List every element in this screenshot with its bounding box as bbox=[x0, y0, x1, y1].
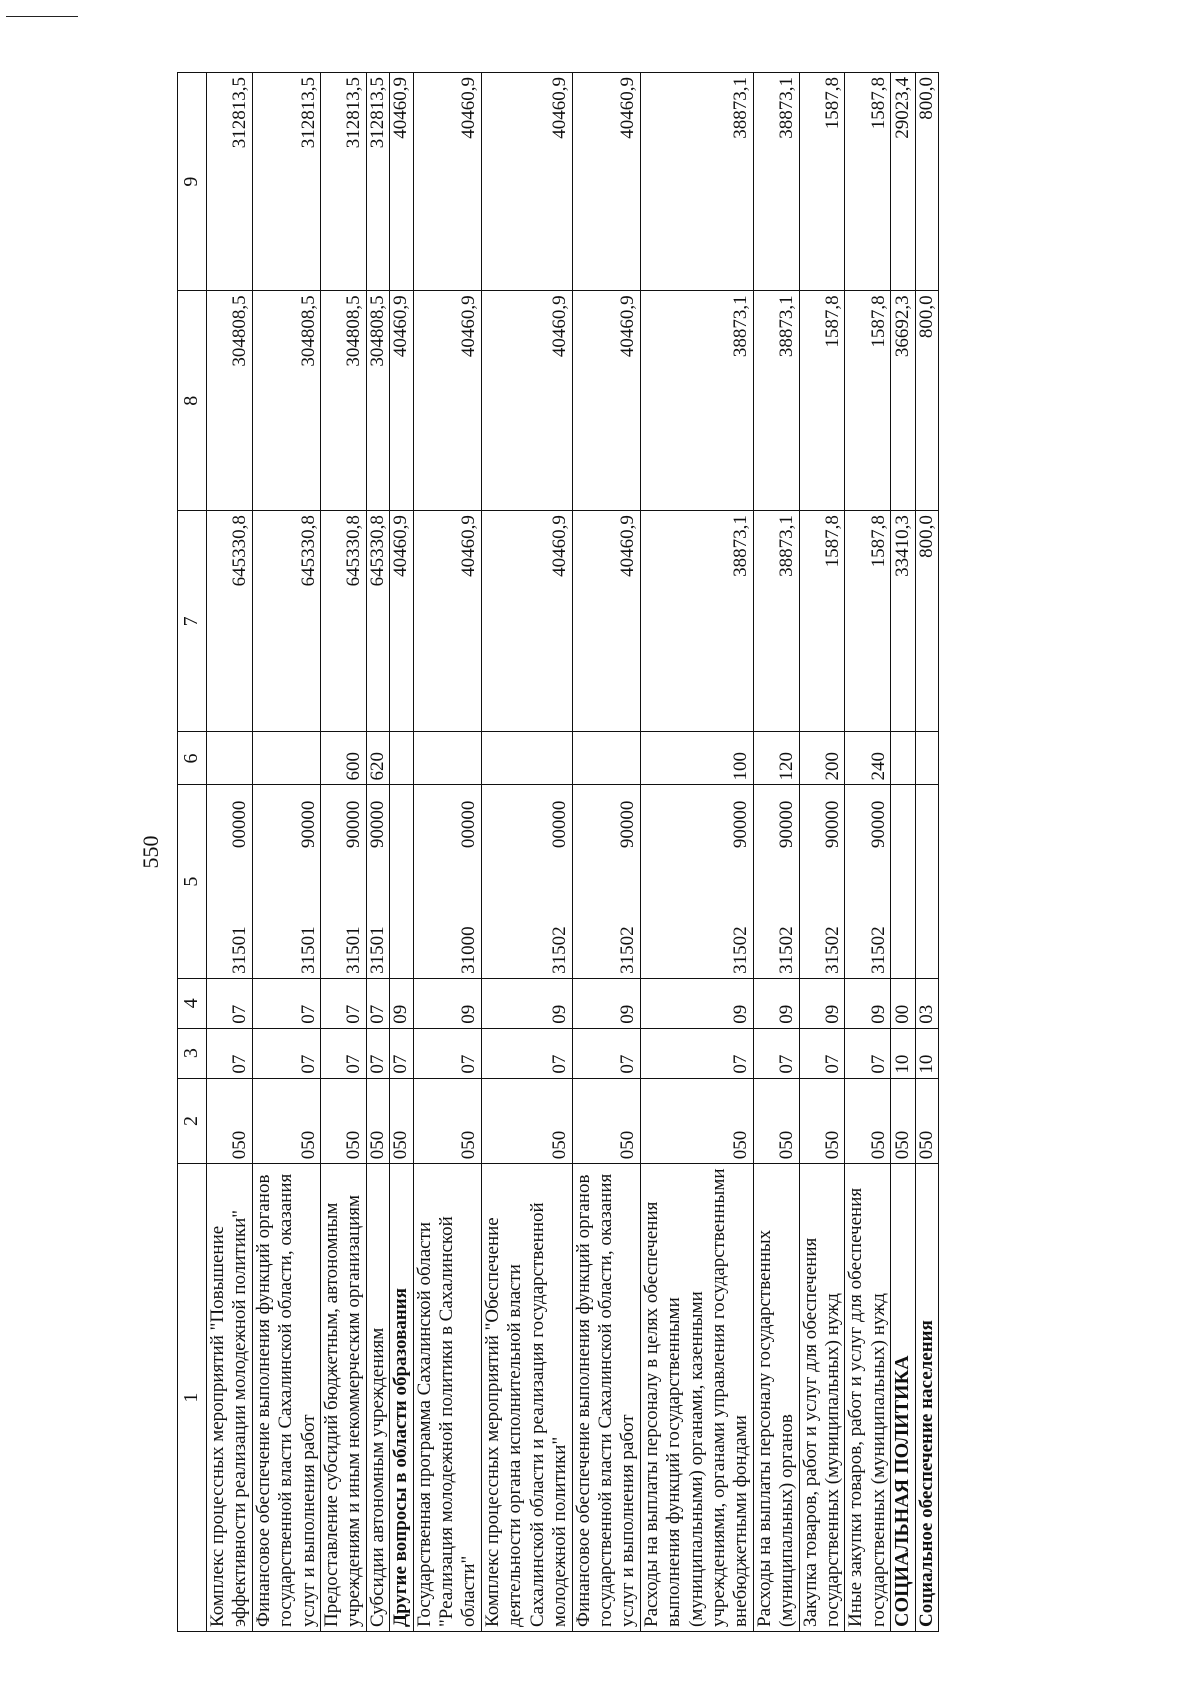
item-name: Расходы на выплаты персоналу государственных (муниципальных) органов bbox=[753, 1164, 799, 1632]
amount-col7: 1587,8 bbox=[799, 511, 845, 732]
amount-col7: 645330,8 bbox=[252, 511, 320, 732]
table-row bbox=[413, 73, 481, 1632]
subsection-code: 09 bbox=[390, 978, 413, 1028]
subsection-code: 09 bbox=[413, 978, 481, 1028]
expense-type-code: 100 bbox=[640, 732, 753, 785]
target-article-direction: 00000 bbox=[458, 800, 480, 849]
expense-type-code bbox=[390, 732, 413, 785]
item-name: Иные закупки товаров, работ и услуг для обеспечения государственных (муниципальных) нужд bbox=[845, 1164, 891, 1632]
target-article-code bbox=[366, 785, 389, 978]
target-article-code bbox=[252, 785, 320, 978]
amount-col8: 38873,1 bbox=[640, 291, 753, 511]
header-cell: 2 bbox=[178, 1078, 207, 1164]
item-name: Расходы на выплаты персоналу в целях обеспечения выполнения функций государственными (муниципальными) органами, казенными учреждениями, органами управления государственными внебюджетными фондами bbox=[640, 1164, 753, 1632]
amount-col7: 40460,9 bbox=[572, 511, 640, 732]
amount-col8: 40460,9 bbox=[413, 291, 481, 511]
item-name: Финансовое обеспечение выполнения функций органов государственной власти Сахалинской области, оказания услуг и выполнения работ bbox=[572, 1164, 640, 1632]
grbs-code: 050 bbox=[891, 1078, 916, 1164]
target-article-direction: 90000 bbox=[617, 800, 639, 849]
subsection-code: 09 bbox=[481, 978, 572, 1028]
header-cell: 5 bbox=[178, 785, 207, 978]
subsection-code: 07 bbox=[321, 978, 367, 1028]
header-row bbox=[178, 73, 207, 1632]
amount-col7: 40460,9 bbox=[390, 511, 413, 732]
section-code: 07 bbox=[845, 1028, 891, 1078]
expense-type-code bbox=[252, 732, 320, 785]
amount-col8: 304808,5 bbox=[207, 291, 253, 511]
amount-col8: 304808,5 bbox=[252, 291, 320, 511]
header-cell: 7 bbox=[178, 511, 207, 732]
section-code: 10 bbox=[891, 1028, 916, 1078]
target-article-code bbox=[753, 785, 799, 978]
expense-type-code: 600 bbox=[321, 732, 367, 785]
section-code: 07 bbox=[366, 1028, 389, 1078]
grbs-code: 050 bbox=[753, 1078, 799, 1164]
target-article-code bbox=[640, 785, 753, 978]
target-article-program: 31502 bbox=[821, 926, 843, 974]
amount-col7: 40460,9 bbox=[413, 511, 481, 732]
target-article-program: 31502 bbox=[730, 926, 752, 974]
target-article-program: 31501 bbox=[297, 926, 319, 974]
grbs-code: 050 bbox=[390, 1078, 413, 1164]
amount-col9: 312813,5 bbox=[321, 73, 367, 291]
amount-col7: 800,0 bbox=[915, 511, 938, 732]
amount-col7: 40460,9 bbox=[481, 511, 572, 732]
target-article-direction: 90000 bbox=[776, 800, 798, 849]
amount-col9: 38873,1 bbox=[753, 73, 799, 291]
target-article-program: 31502 bbox=[617, 926, 639, 974]
target-article-code bbox=[572, 785, 640, 978]
expense-type-code bbox=[891, 732, 916, 785]
header-cell: 6 bbox=[178, 732, 207, 785]
target-article-direction: 90000 bbox=[867, 800, 889, 849]
section-code: 07 bbox=[799, 1028, 845, 1078]
header-cell: 1 bbox=[178, 1164, 207, 1632]
expense-type-code bbox=[207, 732, 253, 785]
grbs-code: 050 bbox=[572, 1078, 640, 1164]
item-name: Комплекс процессных мероприятий "Обеспечение деятельности органа исполнительной власти Сахалинской области и реализация государственной молодежной политики" bbox=[481, 1164, 572, 1632]
amount-col8: 40460,9 bbox=[481, 291, 572, 511]
top-rule bbox=[6, 16, 78, 17]
amount-col8: 304808,5 bbox=[366, 291, 389, 511]
section-code: 07 bbox=[572, 1028, 640, 1078]
section-code: 07 bbox=[753, 1028, 799, 1078]
table-row bbox=[915, 73, 938, 1632]
target-article-direction: 90000 bbox=[366, 800, 388, 849]
amount-col9: 40460,9 bbox=[481, 73, 572, 291]
expense-type-code bbox=[413, 732, 481, 785]
target-article-code bbox=[413, 785, 481, 978]
subsection-code: 07 bbox=[207, 978, 253, 1028]
grbs-code: 050 bbox=[413, 1078, 481, 1164]
grbs-code: 050 bbox=[640, 1078, 753, 1164]
amount-col9: 38873,1 bbox=[640, 73, 753, 291]
amount-col7: 38873,1 bbox=[753, 511, 799, 732]
item-name: Другие вопросы в области образования bbox=[390, 1164, 413, 1632]
header-cell: 4 bbox=[178, 978, 207, 1028]
section-code: 07 bbox=[252, 1028, 320, 1078]
item-name: Государственная программа Сахалинской области "Реализация молодежной политики в Сахалинской области" bbox=[413, 1164, 481, 1632]
target-article-code bbox=[891, 785, 916, 978]
item-name: Субсидии автономным учреждениям bbox=[366, 1164, 389, 1632]
table-row bbox=[640, 73, 753, 1632]
grbs-code: 050 bbox=[252, 1078, 320, 1164]
table-row bbox=[366, 73, 389, 1632]
amount-col8: 36692,3 bbox=[891, 291, 916, 511]
expense-type-code bbox=[481, 732, 572, 785]
item-name: Социальное обеспечение населения bbox=[915, 1164, 938, 1632]
table-row bbox=[799, 73, 845, 1632]
table-row bbox=[321, 73, 367, 1632]
target-article-program: 31000 bbox=[458, 926, 480, 974]
target-article-program: 31502 bbox=[867, 926, 889, 974]
target-article-program: 31502 bbox=[776, 926, 798, 974]
section-code: 07 bbox=[481, 1028, 572, 1078]
target-article-code bbox=[390, 785, 413, 978]
grbs-code: 050 bbox=[321, 1078, 367, 1164]
target-article-program: 31501 bbox=[343, 926, 365, 974]
amount-col7: 645330,8 bbox=[207, 511, 253, 732]
amount-col9: 312813,5 bbox=[252, 73, 320, 291]
target-article-program: 31502 bbox=[549, 926, 571, 974]
amount-col8: 40460,9 bbox=[390, 291, 413, 511]
item-name: Предоставление субсидий бюджетным, автономным учреждениям и иным некоммерческим организациям bbox=[321, 1164, 367, 1632]
rotated-page bbox=[125, 72, 1075, 1632]
amount-col8: 1587,8 bbox=[845, 291, 891, 511]
target-article-code bbox=[845, 785, 891, 978]
grbs-code: 050 bbox=[799, 1078, 845, 1164]
amount-col8: 1587,8 bbox=[799, 291, 845, 511]
amount-col9: 40460,9 bbox=[390, 73, 413, 291]
target-article-program: 31501 bbox=[229, 926, 251, 974]
amount-col9: 312813,5 bbox=[207, 73, 253, 291]
amount-col8: 40460,9 bbox=[572, 291, 640, 511]
section-code: 07 bbox=[640, 1028, 753, 1078]
section-code: 07 bbox=[321, 1028, 367, 1078]
budget-table bbox=[177, 72, 939, 1632]
section-code: 10 bbox=[915, 1028, 938, 1078]
target-article-direction: 90000 bbox=[821, 800, 843, 849]
target-article-program: 31501 bbox=[366, 926, 388, 974]
expense-type-code bbox=[572, 732, 640, 785]
header-cell: 8 bbox=[178, 291, 207, 511]
target-article-direction: 90000 bbox=[297, 800, 319, 849]
page-number: 550 bbox=[138, 835, 163, 869]
expense-type-code: 120 bbox=[753, 732, 799, 785]
item-name: Финансовое обеспечение выполнения функций органов государственной власти Сахалинской области, оказания услуг и выполнения работ bbox=[252, 1164, 320, 1632]
expense-type-code: 620 bbox=[366, 732, 389, 785]
subsection-code: 09 bbox=[640, 978, 753, 1028]
amount-col9: 40460,9 bbox=[572, 73, 640, 291]
section-code: 07 bbox=[413, 1028, 481, 1078]
table-row bbox=[753, 73, 799, 1632]
amount-col9: 29023,4 bbox=[891, 73, 916, 291]
expense-type-code: 200 bbox=[799, 732, 845, 785]
grbs-code: 050 bbox=[915, 1078, 938, 1164]
table-row bbox=[845, 73, 891, 1632]
expense-type-code: 240 bbox=[845, 732, 891, 785]
grbs-code: 050 bbox=[207, 1078, 253, 1164]
amount-col7: 38873,1 bbox=[640, 511, 753, 732]
expense-type-code bbox=[915, 732, 938, 785]
section-code: 07 bbox=[390, 1028, 413, 1078]
amount-col9: 312813,5 bbox=[366, 73, 389, 291]
amount-col8: 304808,5 bbox=[321, 291, 367, 511]
target-article-code bbox=[799, 785, 845, 978]
item-name: Закупка товаров, работ и услуг для обеспечения государственных (муниципальных) нужд bbox=[799, 1164, 845, 1632]
subsection-code: 00 bbox=[891, 978, 916, 1028]
table-row bbox=[572, 73, 640, 1632]
amount-col9: 800,0 bbox=[915, 73, 938, 291]
table-row bbox=[481, 73, 572, 1632]
table-row bbox=[252, 73, 320, 1632]
target-article-direction: 00000 bbox=[549, 800, 571, 849]
target-article-code bbox=[481, 785, 572, 978]
target-article-code bbox=[915, 785, 938, 978]
amount-col9: 1587,8 bbox=[799, 73, 845, 291]
item-name: Комплекс процессных мероприятий "Повышение эффективности реализации молодежной политики" bbox=[207, 1164, 253, 1632]
header-cell: 9 bbox=[178, 73, 207, 291]
grbs-code: 050 bbox=[481, 1078, 572, 1164]
amount-col9: 40460,9 bbox=[413, 73, 481, 291]
amount-col9: 1587,8 bbox=[845, 73, 891, 291]
amount-col8: 38873,1 bbox=[753, 291, 799, 511]
amount-col7: 33410,3 bbox=[891, 511, 916, 732]
item-name: СОЦИАЛЬНАЯ ПОЛИТИКА bbox=[891, 1164, 916, 1632]
target-article-code bbox=[207, 785, 253, 978]
table-row bbox=[390, 73, 413, 1632]
amount-col7: 645330,8 bbox=[366, 511, 389, 732]
target-article-code bbox=[321, 785, 367, 978]
amount-col7: 645330,8 bbox=[321, 511, 367, 732]
subsection-code: 09 bbox=[845, 978, 891, 1028]
header-cell: 3 bbox=[178, 1028, 207, 1078]
target-article-direction: 00000 bbox=[229, 800, 251, 849]
grbs-code: 050 bbox=[845, 1078, 891, 1164]
subsection-code: 09 bbox=[753, 978, 799, 1028]
subsection-code: 09 bbox=[799, 978, 845, 1028]
subsection-code: 07 bbox=[366, 978, 389, 1028]
table-row bbox=[207, 73, 253, 1632]
table-row bbox=[891, 73, 916, 1632]
amount-col7: 1587,8 bbox=[845, 511, 891, 732]
amount-col8: 800,0 bbox=[915, 291, 938, 511]
subsection-code: 09 bbox=[572, 978, 640, 1028]
target-article-direction: 90000 bbox=[343, 800, 365, 849]
section-code: 07 bbox=[207, 1028, 253, 1078]
subsection-code: 07 bbox=[252, 978, 320, 1028]
subsection-code: 03 bbox=[915, 978, 938, 1028]
target-article-direction: 90000 bbox=[730, 800, 752, 849]
grbs-code: 050 bbox=[366, 1078, 389, 1164]
